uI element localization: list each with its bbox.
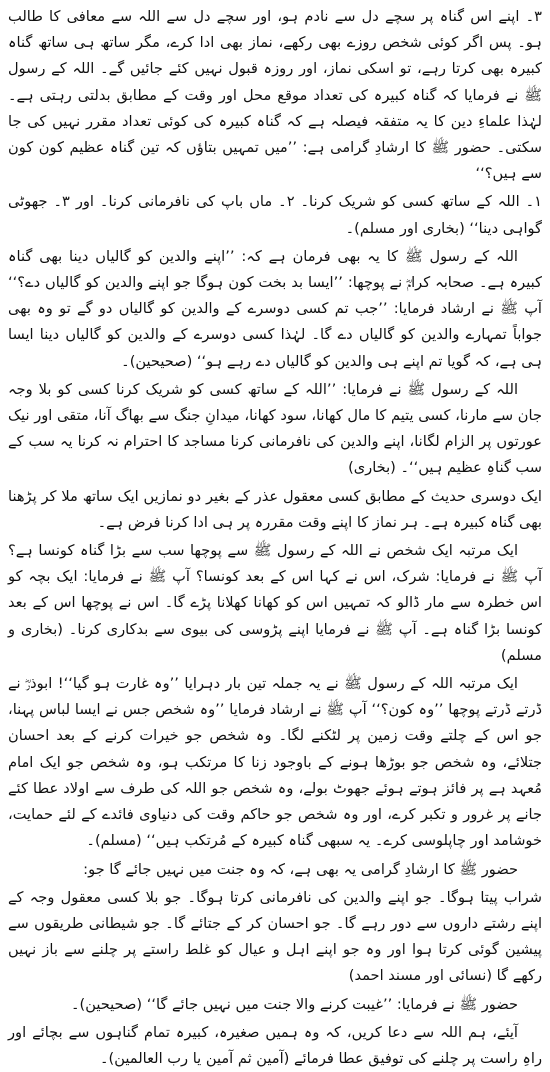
paragraph-combining-prayers: ایک دوسری حدیث کے مطابق کسی معقول عذر کے بغیر دو نمازیں ایک ساتھ ملا کر پڑھنا بھی گناہ کبیرہ ہے۔ ہر نماز کا اپنے وقت مقررہ پر ہی ادا کرنا فرض ہے۔ (8, 487, 542, 531)
paragraph-list-of-major-sins: اللہ کے رسول ﷺ نے فرمایا: ’’اللہ کے ساتھ کسی کو شریک کرنا کسی کو بلا وجہ جان سے مارنا، کسی یتیم کا مال کھانا، سود کھانا، میدانِ جنگ سے بھاگ آنا، متقی اور نیک عورتوں پر الزام لگانا، اپنے والدین کی نافرمانی کرنا مساجد کا احترام نہ کرنا یہ سب کے سب گناہِ عظیم ہیں‘‘۔ (بخاری) (8, 380, 542, 477)
paragraph-not-entering-paradise-list: شراب پیتا ہوگا۔ جو اپنے والدین کی نافرمانی کرتا ہوگا۔ جو بلا کسی معقول وجہ کے اپنے رشتے داروں سے دور رہے گا۔ جو احسان کر کے جتائے گا۔ جو شیطانی طریقوں سے پیشین گوئی کرتا ہوا اور وہ جو اپنے اہل و عیال کو غلط راستے پر چلنے سے باز نہیں رکھے گا (نسائی اور مسند احمد) (8, 888, 542, 985)
paragraph-three-great-sins: ۱۔ اللہ کے ساتھ کسی کو شریک کرنا۔ ۲۔ ماں باپ کی نافرمانی کرنا۔ اور ۳۔ جھوٹی گواہی دینا‘‘ (بخاری اور مسلم)۔ (8, 193, 542, 237)
paragraph-backbiting: حضور ﷺ نے فرمایا: ’’غیبت کرنے والا جنت میں نہیں جائے گا‘‘ (صحیحین)۔ (70, 995, 518, 1013)
paragraph-greatest-sin-hadith: ایک مرتبہ ایک شخص نے اللہ کے رسول ﷺ سے پوچھا سب سے بڑا گناہ کونسا ہے؟ آپ ﷺ نے فرمایا: شرک، اس نے کہا اس کے بعد کونسا؟ آپ ﷺ نے فرمایا: ایک بچہ کو اس خطرہ سے مار ڈالو کہ تمہیں اس کو کھانا کھلانا پڑے گا۔ اس نے پوچھا اس کے بعد کونسا بڑا گناہ ہے۔ آپ ﷺ نے فرمایا اپنے پڑوسی کی بیوی سے بدکاری کرنا۔ (بخاری و مسلم) (8, 542, 542, 664)
paragraph-closing-prayer: آیئے، ہم اللہ سے دعا کریں، کہ وہ ہمیں صغیرہ، کبیرہ تمام گناہوں سے بچائے اور راہِ راست پر چلنے کی توفیق عطا فرمائے (آمین ثم آمین یا رب العالمین)۔ (8, 1023, 542, 1067)
paragraph-not-entering-paradise-intro: حضور ﷺ کا ارشادِ گرامی یہ بھی ہے، کہ وہ جنت میں نہیں جائے گا جو: (83, 860, 518, 878)
paragraph-ruined-ones-hadith: ایک مرتبہ اللہ کے رسول ﷺ نے یہ جملہ تین بار دہرایا ’’وہ غارت ہو گیا‘‘! ابوذرؓ نے ڈرتے ڈرتے پوچھا ’’وہ کون؟‘‘ آپ ﷺ نے ارشاد فرمایا ’’وہ شخص جس نے ایسا لباس پہنا، جو اس کے چلتے وقت زمین پر لٹکنے لگا۔ وہ شخص جو خیرات کرنے کے بعد احسان جتلائے، وہ شخص جو بوڑھا ہونے کے باوجود زنا کا مرتکب ہو، وہ شخص جو ایک امام مُعہد ہے پر فائز ہوتے ہوئے جھوٹ بولے، وہ شخص جو اللہ کی طرف سے اولاد عطا کئے جانے پر غرور و تکبر کرے، اور وہ شخص جو حاکم وقت کی دنیاوی فائدے کے لئے حمایت، خوشامد اور چاپلوسی کرے۔ یہ سبھی گناہ کبیرہ کے مُرتکب ہیں‘‘ (مسلم)۔ (8, 675, 542, 850)
paragraph-abusing-parents: اللہ کے رسول ﷺ کا یہ بھی فرمان ہے کہ: ’’اپنے والدین کو گالیاں دینا بھی گناہ کبیرہ ہے۔ صحابہ کرامؓ نے پوچھا: ’’ایسا بد بخت کون ہوگا جو اپنے والدین کو گالیاں دے؟‘‘ آپ ﷺ نے ارشاد فرمایا: ’’جب تم کسی دوسرے کے والدین کو گالیاں دو گے تو وہ بھی جواباً تمہارے والدین کو گالیاں دے گا۔ لہٰذا کسی دوسرے کے والدین کو گالیاں دینا ایسا ہی ہے، کہ گویا تم اپنے ہی والدین کو گالیاں دے رہے ہو‘‘ (صحیحین)۔ (8, 247, 542, 370)
paragraph-conditions-of-repentance: ۳۔ اپنے اس گناہ پر سچے دل سے نادم ہو، اور سچے دل سے اللہ سے معافی کا طالب ہو۔ پس اگر کوئی شخص روزے بھی رکھے، نماز بھی ادا کرے، مگر ساتھ ہی ساتھ گناہ کبیرہ بھی کرتا رہے، تو اسکی نماز، اور روزہ قبول نہیں کئے جائیں گے۔ اللہ کے رسول ﷺ نے فرمایا کہ گناہ کبیرہ کی تعداد موقع محل اور وقت کے مطابق بدلتی رہتی ہے۔ لہٰذا علماءِ دین کا یہ متفقہ فیصلہ ہے کہ گناہ کبیرہ کی کوئی تعداد مقرر نہیں کی جا سکتی۔ حضور ﷺ کا ارشادِ گرامی ہے: ’’میں تمہیں بتاؤں کہ تین گناہ عظیم کون کون سے ہیں؟‘‘ (8, 8, 542, 183)
